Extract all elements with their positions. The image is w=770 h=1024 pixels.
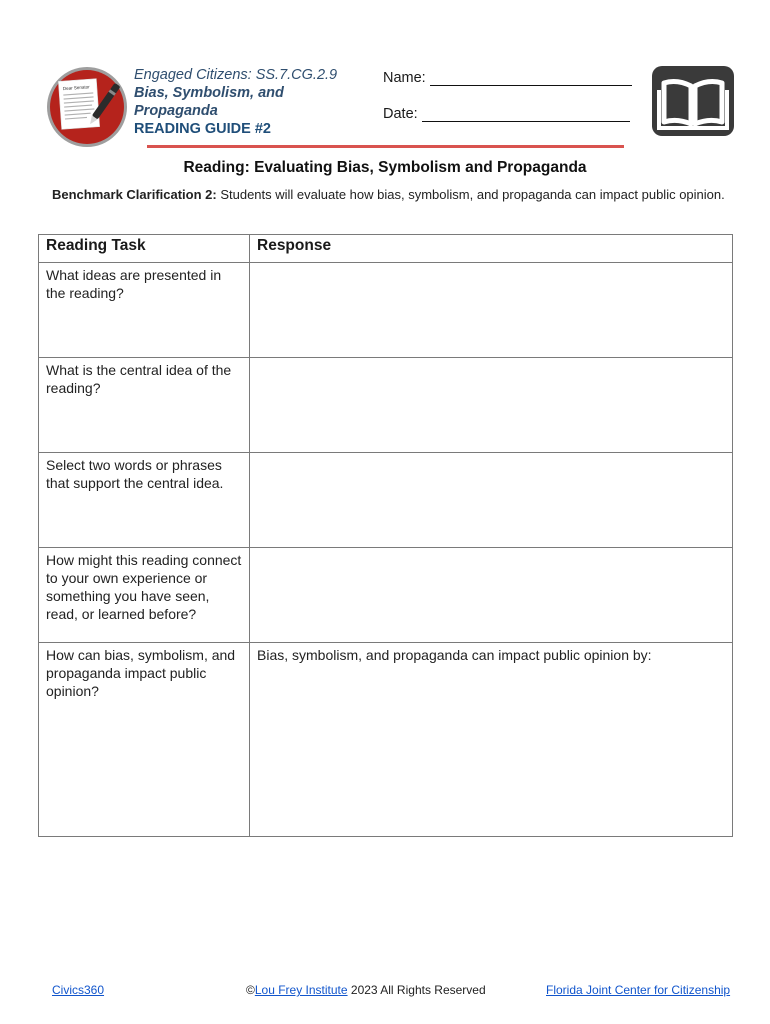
- civics360-link[interactable]: Civics360: [52, 983, 105, 997]
- name-line[interactable]: [430, 71, 632, 86]
- open-book-icon: [652, 66, 734, 136]
- footer-center: [246, 983, 486, 997]
- table-row: [39, 643, 733, 837]
- response-cell[interactable]: [250, 358, 733, 453]
- lou-frey-institute-link[interactable]: Lou Frey Institute: [254, 983, 348, 997]
- response-cell[interactable]: Bias, symbolism, and propaganda can impact public opinion by:: [250, 643, 733, 837]
- lesson-title-line2: Propaganda: [134, 103, 218, 119]
- document-pen-icon: [46, 66, 128, 148]
- accent-divider: [147, 145, 624, 148]
- table-header-row: [39, 235, 733, 263]
- copyright-symbol: ©: [246, 983, 255, 997]
- task-cell: What is the central idea of the reading?: [39, 358, 250, 453]
- name-field[interactable]: [383, 70, 632, 86]
- response-cell[interactable]: [250, 548, 733, 643]
- page-title: Reading: Evaluating Bias, Symbolism and Propaganda: [183, 159, 587, 176]
- name-label: Name:: [383, 70, 426, 86]
- footer-right: [546, 983, 730, 997]
- copyright-text: 2023 All Rights Reserved: [347, 983, 486, 997]
- table-row: [39, 453, 733, 548]
- logo-doc-text: Dear Senator: [62, 84, 90, 92]
- reading-task-table: [38, 234, 733, 837]
- task-cell: What ideas are presented in the reading?: [39, 263, 250, 358]
- response-cell[interactable]: [250, 453, 733, 548]
- task-cell: Select two words or phrases that support the central idea.: [39, 453, 250, 548]
- benchmark-text: Students will evaluate how bias, symbolism, and propaganda can impact public opinion.: [216, 187, 725, 202]
- table-row: [39, 358, 733, 453]
- response-cell[interactable]: [250, 263, 733, 358]
- column-header-response: Response: [250, 235, 733, 263]
- task-cell: How might this reading connect to your own experience or something you have seen, read, or learned before?: [39, 548, 250, 643]
- footer-left: [52, 983, 104, 997]
- column-header-task: Reading Task: [39, 235, 250, 263]
- lesson-title-line1: Bias, Symbolism, and: [134, 85, 284, 101]
- guide-label: READING GUIDE #2: [134, 121, 271, 137]
- date-line[interactable]: [422, 107, 630, 122]
- table-row: [39, 548, 733, 643]
- table-row: [39, 263, 733, 358]
- benchmark-clarification: [52, 186, 732, 203]
- florida-joint-center-link[interactable]: Florida Joint Center for Citizenship: [546, 983, 731, 997]
- task-cell: How can bias, symbolism, and propaganda impact public opinion?: [39, 643, 250, 837]
- date-field[interactable]: [383, 106, 630, 122]
- header-title-block: [134, 66, 374, 138]
- benchmark-label: Benchmark Clarification 2:: [52, 187, 217, 202]
- course-code: Engaged Citizens: SS.7.CG.2.9: [134, 67, 338, 83]
- date-label: Date:: [383, 106, 418, 122]
